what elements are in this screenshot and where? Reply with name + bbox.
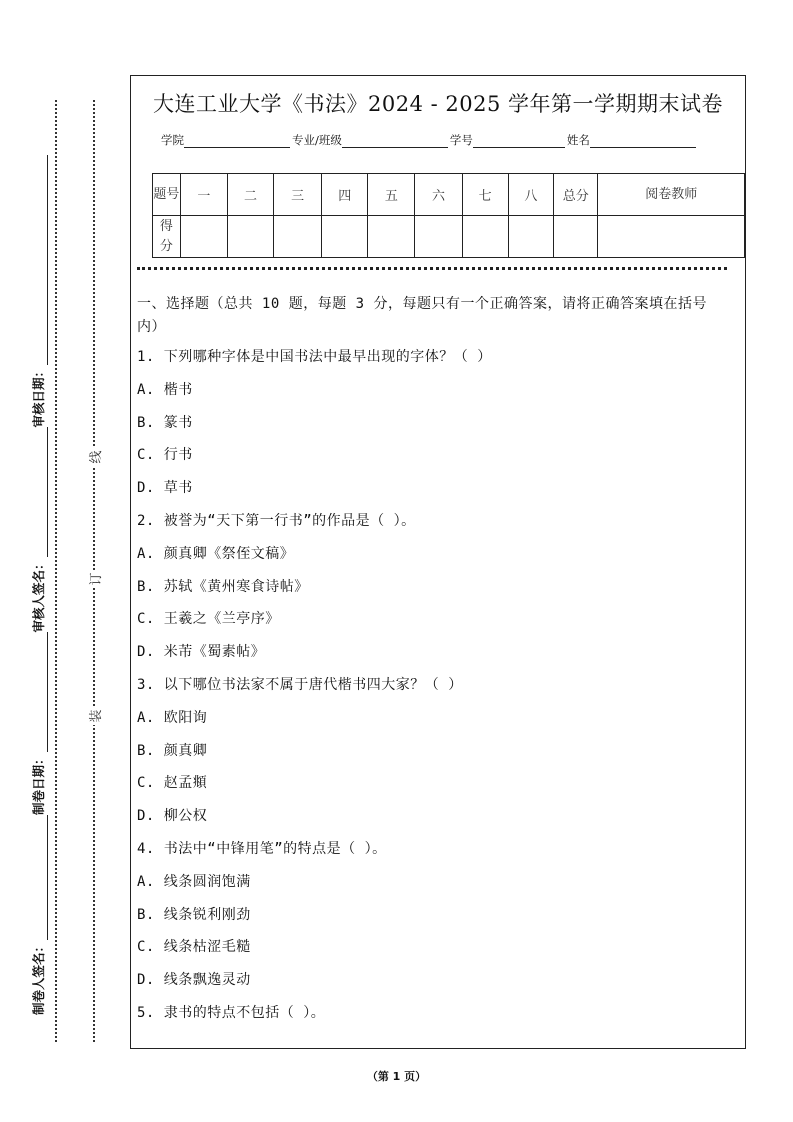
binding-mark-ding: 订 (85, 570, 103, 588)
score-cell[interactable] (180, 216, 227, 258)
question-stem: 4. 书法中“中锋用笔”的特点是（ ）。 (137, 841, 387, 857)
college-label: 学院 (161, 133, 184, 147)
setter-signature-field[interactable] (29, 815, 48, 940)
binding-mark-xian: 线 (85, 448, 103, 466)
answer-option[interactable]: C. 王羲之《兰亭序》 (137, 611, 280, 628)
score-table (152, 173, 745, 258)
score-cell[interactable] (598, 216, 745, 258)
col-header: 二 (227, 174, 273, 216)
question-stem: 5. 隶书的特点不包括（ ）。 (137, 1005, 326, 1021)
score-cell[interactable] (368, 216, 415, 258)
section-heading-cont: 内） (137, 319, 166, 335)
outer-dotted-line (55, 100, 57, 1042)
col-header: 一 (180, 174, 227, 216)
review-date-field[interactable] (29, 155, 48, 365)
score-cell[interactable] (227, 216, 273, 258)
page-number: （第 1 页） (366, 1070, 427, 1083)
page-title: 大连工业大学《书法》2024 - 2025 学年第一学期期末试卷 (152, 92, 723, 116)
reviewer-signature-field[interactable] (29, 427, 48, 557)
binding-mark-zhuang: 装 (85, 707, 103, 725)
col-header: 七 (462, 174, 508, 216)
question-stem: 3. 以下哪位书法家不属于唐代楷书四大家？（ ） (137, 677, 463, 693)
score-row (153, 216, 745, 258)
answer-option[interactable]: C. 线条枯涩毛糙 (137, 939, 251, 956)
question-stem: 1. 下列哪种字体是中国书法中最早出现的字体？（ ） (137, 349, 492, 365)
col-header: 四 (322, 174, 368, 216)
major-class-field[interactable] (342, 133, 448, 148)
section-heading: 一、选择题（总共 10 题，每题 3 分，每题只有一个正确答案，请将正确答案填在括号 (137, 296, 707, 312)
col-header-grader: 阅卷教师 (598, 174, 745, 216)
score-cell[interactable] (415, 216, 462, 258)
question-stem: 2. 被誉为“天下第一行书”的作品是（ ）。 (137, 513, 416, 529)
answer-option[interactable]: D. 线条飘逸灵动 (137, 972, 251, 989)
answer-option[interactable]: A. 欧阳询 (137, 709, 208, 726)
name-label: 姓名 (566, 133, 590, 147)
answer-option[interactable]: D. 柳公权 (137, 808, 208, 825)
question-number-row (153, 174, 745, 216)
major-class-label: 专业/班级 (292, 133, 342, 147)
reviewer-signature-label: 审核人签名： (31, 557, 46, 633)
score-cell[interactable] (274, 216, 322, 258)
col-header: 八 (508, 174, 553, 216)
answer-option[interactable]: C. 赵孟頫 (137, 775, 208, 792)
review-date-label: 审核日期： (31, 364, 46, 428)
col-header: 三 (274, 174, 322, 216)
binding-margin-signatures (28, 155, 48, 1015)
answer-option[interactable]: B. 篆书 (137, 414, 193, 431)
col-header: 五 (368, 174, 415, 216)
set-date-field[interactable] (29, 632, 48, 752)
score-header: 得分 (153, 216, 181, 258)
set-date-label: 制卷日期： (31, 752, 46, 815)
answer-option[interactable]: D. 草书 (137, 480, 193, 497)
col-header: 六 (415, 174, 462, 216)
score-cell[interactable] (462, 216, 508, 258)
col-header-total: 总分 (554, 174, 598, 216)
setter-signature-label: 制卷人签名： (31, 939, 46, 1015)
answer-option[interactable]: B. 颜真卿 (137, 742, 208, 759)
separator-dotted-line (137, 267, 727, 270)
score-cell[interactable] (322, 216, 368, 258)
answer-option[interactable]: A. 线条圆润饱满 (137, 873, 251, 890)
student-id-label: 学号 (449, 133, 473, 147)
student-info-line (161, 132, 698, 148)
answer-option[interactable]: A. 颜真卿《祭侄文稿》 (137, 545, 295, 562)
answer-option[interactable]: B. 线条锐利刚劲 (137, 906, 251, 923)
student-id-field[interactable] (473, 133, 565, 148)
score-cell[interactable] (508, 216, 553, 258)
name-field[interactable] (590, 133, 696, 148)
answer-option[interactable]: D. 米芾《蜀素帖》 (137, 644, 266, 661)
answer-option[interactable]: C. 行书 (137, 447, 193, 464)
exam-page-frame (130, 75, 746, 1049)
question-number-header: 题号 (153, 174, 181, 216)
college-field[interactable] (184, 133, 290, 148)
answer-option[interactable]: A. 楷书 (137, 381, 193, 398)
score-cell[interactable] (554, 216, 598, 258)
answer-option[interactable]: B. 苏轼《黄州寒食诗帖》 (137, 578, 309, 595)
